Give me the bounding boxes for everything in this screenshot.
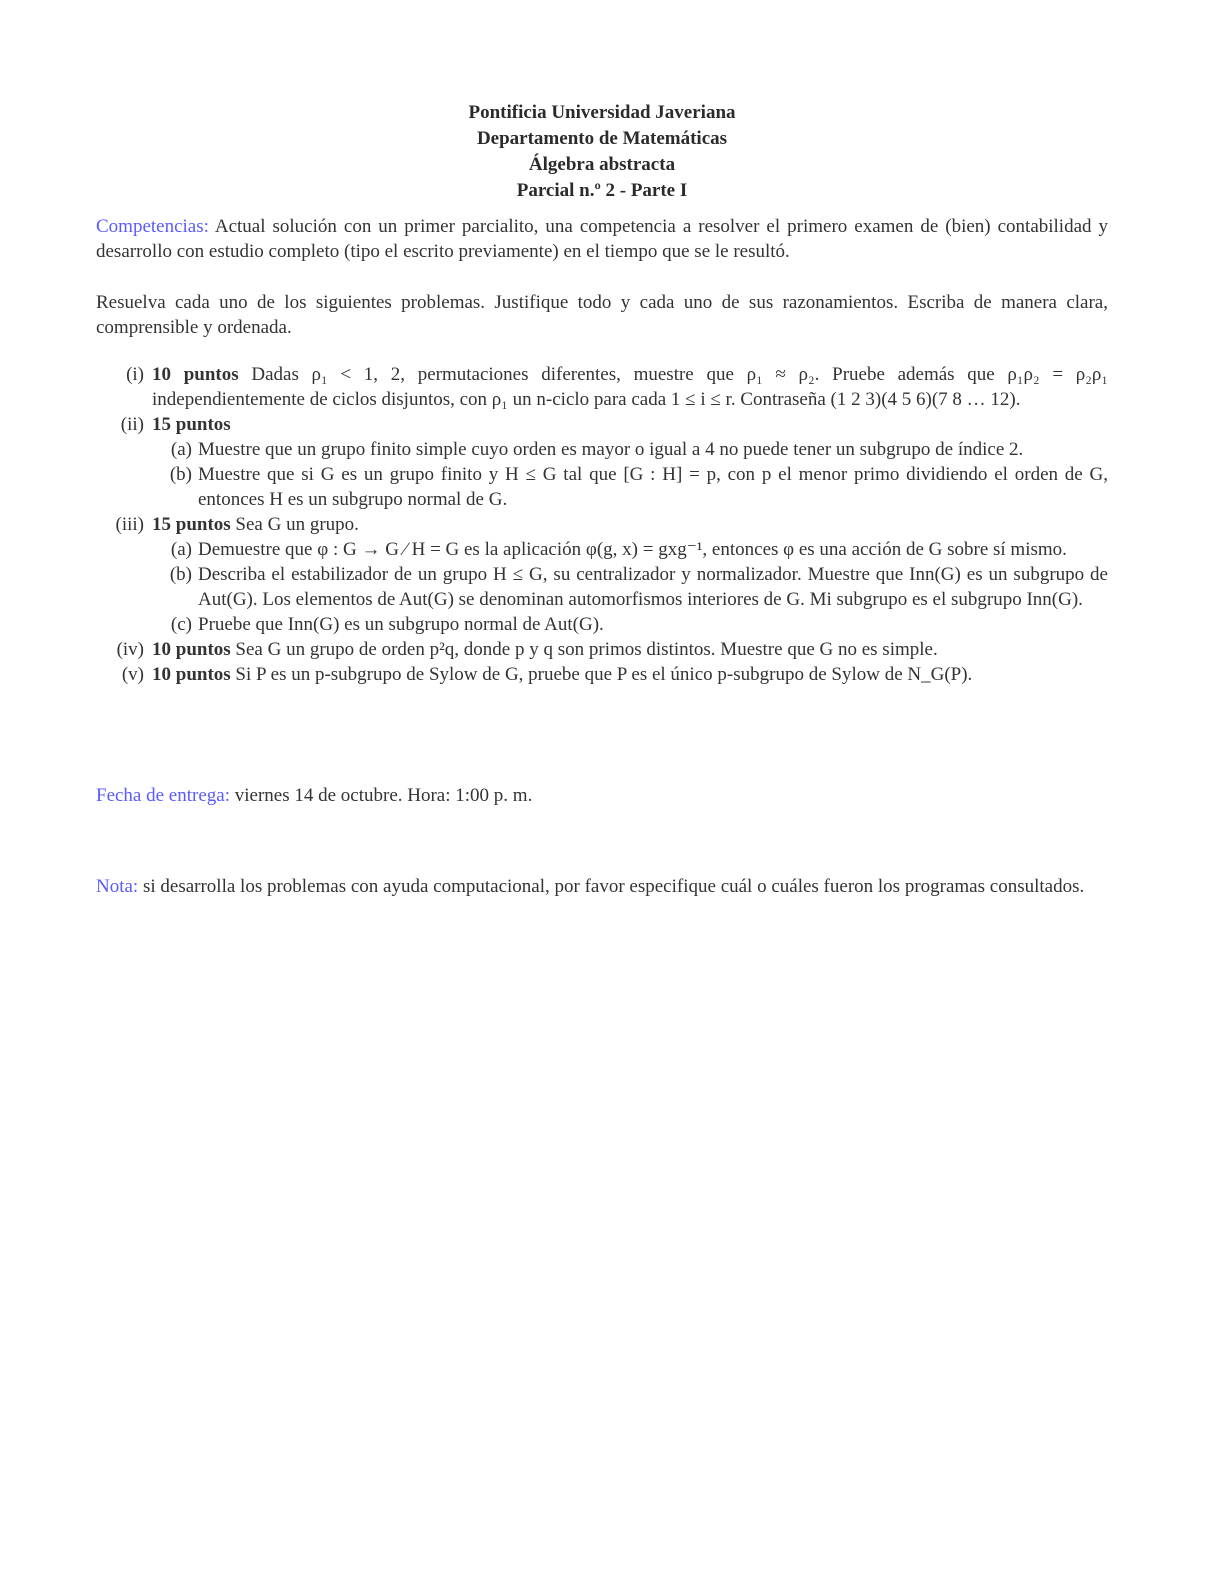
problem-points: 10 puntos bbox=[152, 664, 231, 685]
note-label: Nota: bbox=[96, 876, 139, 897]
due-date-line bbox=[96, 783, 1108, 808]
subproblem-number: (a) bbox=[170, 439, 192, 460]
problem-text: Dadas ρ₁ < 1, 2, permutaciones diferentes, muestre que ρ₁ ≈ ρ₂. Pruebe además que ρ₁ρ₂ = ρ₂ρ₁ independientemente de ciclos disjuntos, con ρ₁ un n-ciclo para cada 1 ≤ i ≤ r. Contraseña (1 2 3)(4 5 6)(7 8 … 12). bbox=[152, 364, 1108, 410]
subproblem-number: (a) bbox=[170, 539, 192, 560]
problem-item bbox=[96, 637, 1108, 662]
subproblem-number: (b) bbox=[169, 564, 192, 585]
subproblem-item bbox=[152, 537, 1108, 562]
due-date-label: Fecha de entrega: bbox=[96, 785, 230, 806]
problem-item bbox=[96, 362, 1108, 412]
subproblem-item bbox=[152, 612, 1108, 637]
university-name: Pontificia Universidad Javeriana bbox=[468, 102, 736, 123]
subproblem-text: Describa el estabilizador de un grupo H ≤ G, su centralizador y normalizador. Muestre que Inn(G) es un subgrupo de Aut(G). Los elementos de Aut(G) se denominan automorfismos interiores de G. Mi subgrupo es el subgrupo Inn(G). bbox=[198, 564, 1108, 610]
problem-number: (ii) bbox=[120, 414, 144, 435]
problem-item bbox=[96, 512, 1108, 637]
department-name: Departamento de Matemáticas bbox=[476, 128, 728, 149]
subproblem-text: Demuestre que φ : G → G ⁄ H = G es la aplicación φ(g, x) = gxg⁻¹, entonces φ es una acción de G sobre sí mismo. bbox=[198, 539, 1067, 560]
problem-text: Si P es un p-subgrupo de Sylow de G, pruebe que P es el único p-subgrupo de Sylow de N_G(P). bbox=[230, 664, 973, 685]
problem-item bbox=[96, 412, 1108, 512]
problem-points: 15 puntos bbox=[152, 414, 231, 435]
problem-points: 10 puntos bbox=[152, 639, 231, 660]
problem-number: (v) bbox=[121, 664, 144, 685]
due-date-text: viernes 14 de octubre. Hora: 1:00 p. m. bbox=[229, 785, 533, 806]
subproblem-text: Pruebe que Inn(G) es un subgrupo normal de Aut(G). bbox=[198, 614, 604, 635]
subproblem-number: (c) bbox=[170, 614, 192, 635]
problem-points: 15 puntos bbox=[152, 514, 231, 535]
subproblem-text: Muestre que si G es un grupo finito y H ≤ G tal que [G : H] = p, con p el menor primo dividiendo el orden de G, entonces H es un subgrupo normal de G. bbox=[198, 464, 1108, 510]
course-name: Álgebra abstracta bbox=[528, 154, 676, 175]
problem-number: (i) bbox=[126, 364, 144, 385]
competencias-label: Competencias: bbox=[96, 216, 209, 237]
competencias-paragraph bbox=[96, 214, 1108, 264]
subproblem-number: (b) bbox=[169, 464, 192, 485]
subproblem-item bbox=[152, 437, 1108, 462]
problem-number: (iv) bbox=[116, 639, 144, 660]
competencias-text: Actual solución con un primer parcialito, una competencia a resolver el primero examen de (bien) contabilidad y desarrollo con estudio completo (tipo el escrito previamente) en el tiempo que se le resultó. bbox=[96, 216, 1109, 262]
problem-text: Sea G un grupo de orden p²q, donde p y q son primos distintos. Muestre que G no es simple. bbox=[230, 639, 938, 660]
problem-points: 10 puntos bbox=[152, 364, 239, 385]
exam-title: Parcial n.º 2 - Parte I bbox=[516, 180, 688, 201]
subproblem-item bbox=[152, 562, 1108, 612]
instructions-paragraph: Resuelva cada uno de los siguientes problemas. Justifique todo y cada uno de sus razonamientos. Escriba de manera clara, comprensible y ordenada. bbox=[96, 292, 1108, 338]
note-text: si desarrolla los problemas con ayuda computacional, por favor especifique cuál o cuáles fueron los programas consultados. bbox=[138, 876, 1085, 897]
note-paragraph bbox=[96, 874, 1108, 899]
problem-item bbox=[96, 662, 1108, 687]
problem-text: Sea G un grupo. bbox=[230, 514, 359, 535]
problem-list bbox=[96, 362, 1108, 687]
subproblem-text: Muestre que un grupo finito simple cuyo orden es mayor o igual a 4 no puede tener un subgrupo de índice 2. bbox=[198, 439, 1024, 460]
problem-number: (iii) bbox=[115, 514, 144, 535]
document-header bbox=[96, 100, 1108, 204]
subproblem-item bbox=[152, 462, 1108, 512]
